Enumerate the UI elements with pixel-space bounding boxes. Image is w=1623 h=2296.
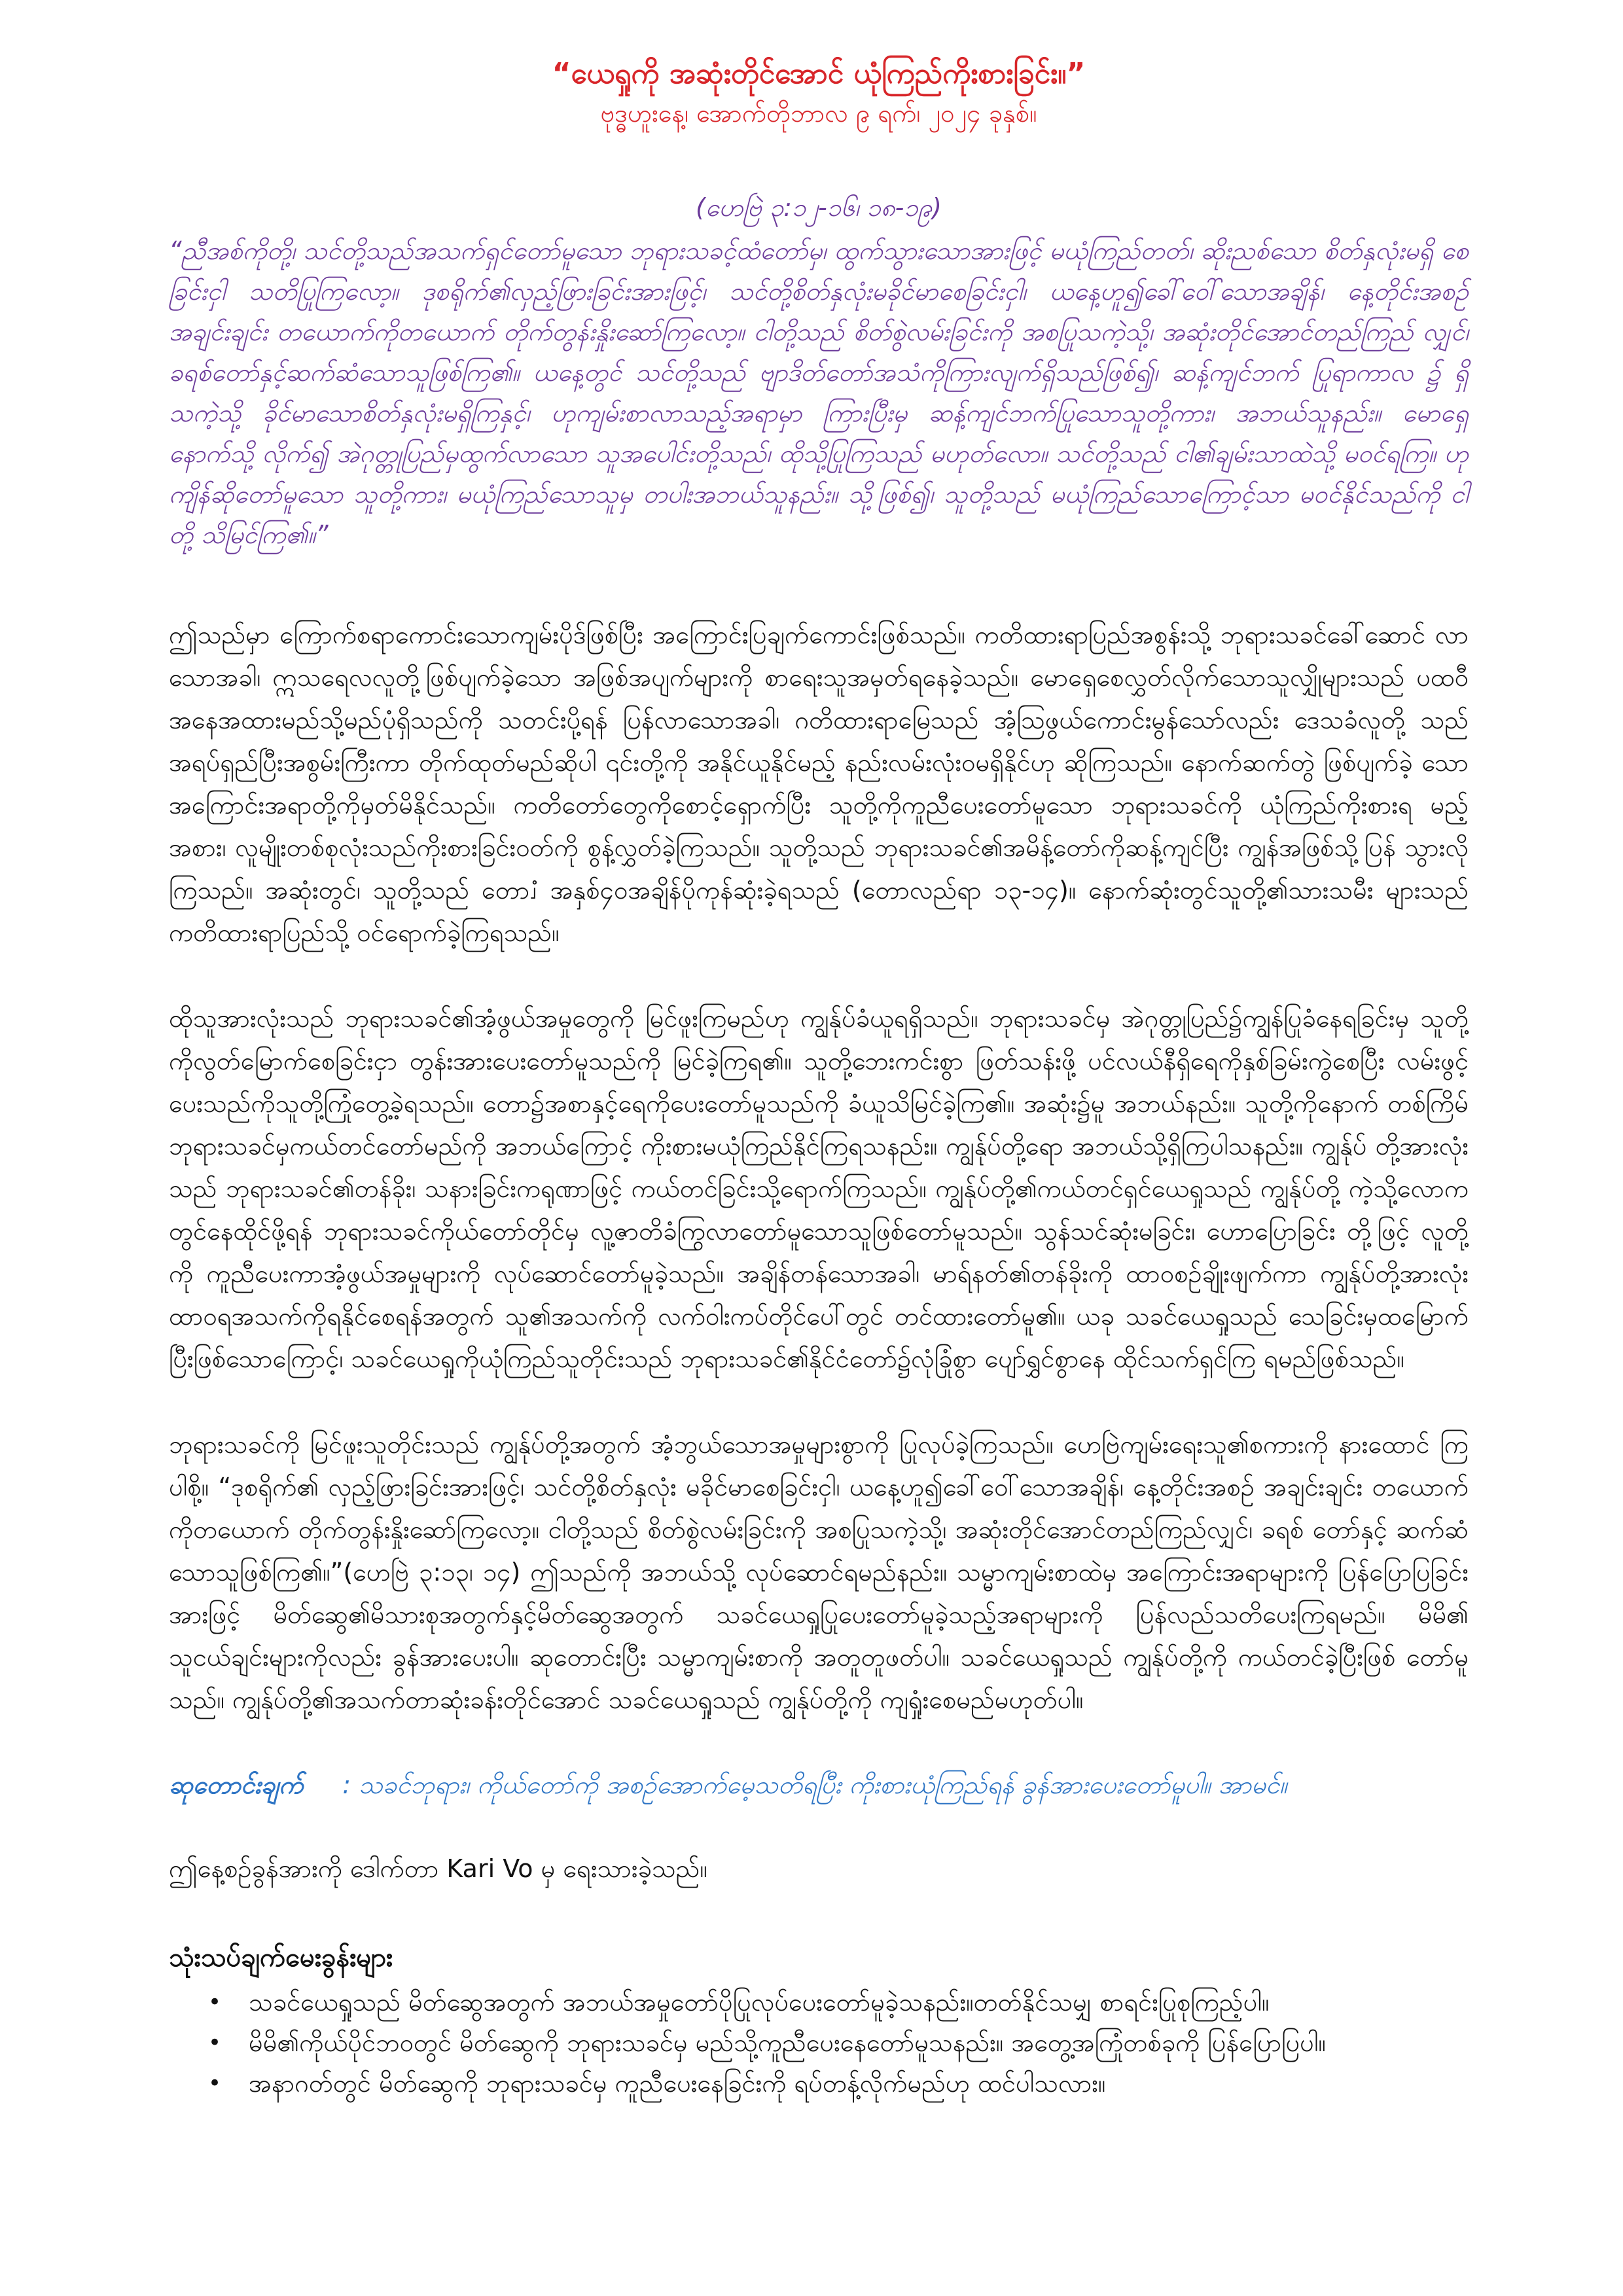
prayer-section	[169, 1765, 1469, 1805]
list-item	[208, 1982, 1469, 2022]
author-credit: ဤနေ့စဉ်ခွန်အားကို ဒေါက်တာ Kari Vo မှ ရေးသားခဲ့သည်။	[169, 1854, 707, 1883]
scripture-reference: (ဟေဗြဲ ၃:၁၂-၁၆၊ ၁၈-၁၉)	[696, 193, 942, 222]
prayer-label: ဆုတောင်းချက်	[169, 1770, 304, 1799]
scripture-passage: “ညီအစ်ကိုတို့၊ သင်တို့သည်အသက်ရှင်တော်မူသော ဘုရားသခင့်ထံတော်မှ၊ ထွက်သွားသောအားဖြင့် မယုံကြည်တတ်၊ ဆိုးညစ်သော စိတ်နှလုံးမရှိ စေခြင်းငှါ သတိပြုကြလော့။ ဒုစရိုက်၏လှည့်ဖြားခြင်းအားဖြင့်၊ သင်တို့စိတ်နှလုံးမခိုင်မာစေခြင်းငှါ၊ ယနေ့ဟူ၍ခေါ်ဝေါ်သောအချိန်၊ နေ့တိုင်းအစဉ် အချင်းချင်း တယောက်ကိုတယောက် တိုက်တွန်းနှိုးဆော်ကြလော့။ ငါတို့သည် စိတ်စွဲလမ်းခြင်းကို အစပြုသကဲ့သို့၊ အဆုံးတိုင်အောင်တည်ကြည် လျှင်၊ ခရစ်တော်နှင့်ဆက်ဆံသောသူဖြစ်ကြ၏။ ယနေ့တွင် သင်တို့သည် ဗျာဒိတ်တော်အသံကိုကြားလျက်ရှိသည်ဖြစ်၍၊ ဆန့်ကျင်ဘက် ပြုရာကာလ ၌ ရှိသကဲ့သို့ ခိုင်မာသောစိတ်နှလုံးမရှိကြနှင့်၊ ဟုကျမ်းစာလာသည့်အရာမှာ ကြားပြီးမှ ဆန့်ကျင်ဘက်ပြုသောသူတို့ကား၊ အဘယ်သူနည်း။ မောရှေ နောက်သို့ လိုက်၍ အဲဂုတ္တုပြည်မှထွက်လာသော သူအပေါင်းတို့သည်၊ ထိုသို့ပြုကြသည် မဟုတ်လော။ သင်တို့သည် ငါ၏ချမ်းသာထဲသို့ မဝင်ရကြ။ ဟုကျိန်ဆိုတော်မူသော သူတို့ကား၊ မယုံကြည်သောသူမှ တပါးအဘယ်သူနည်း။ သို့ဖြစ်၍၊ သူတို့သည် မယုံကြည်သောကြောင့်သာ မဝင်နိုင်သည်ကို ငါတို့ သိမြင်ကြ၏။”	[169, 236, 1469, 549]
list-item	[208, 2022, 1469, 2063]
body-paragraph-1: ဤသည်မှာ ကြောက်စရာကောင်းသောကျမ်းပိုဒ်ဖြစ်ပြီး အကြောင်းပြချက်ကောင်းဖြစ်သည်။ ကတိထားရာပြည်အစွန်းသို့ ဘုရားသခင်ခေါ်ဆောင် လာသောအခါ၊ ဣသရေလလူတို့ဖြစ်ပျက်ခဲ့သော အဖြစ်အပျက်များကို စာရေးသူအမှတ်ရနေခဲ့သည်။ မောရှေစေလွှတ်လိုက်သောသူလျှိုများသည် ပထဝီအနေအထားမည်သို့မည်ပုံရှိသည်ကို သတင်းပို့ရန် ပြန်လာသောအခါ၊ ဂတိထားရာမြေသည် အံ့ဩဖွယ်ကောင်းမွန်သော်လည်း ဒေသခံလူတို့ သည် အရပ်ရှည်ပြီးအစွမ်းကြီးကာ တိုက်ထုတ်မည်ဆိုပါ ၎င်းတို့ကို အနိုင်ယူနိုင်မည့် နည်းလမ်းလုံးဝမရှိနိုင်ဟု ဆိုကြသည်။ နောက်ဆက်တွဲ ဖြစ်ပျက်ခဲ့ သောအကြောင်းအရာတို့ကိုမှတ်မိနိုင်သည်။ ကတိတော်တွေကိုစောင့်ရှောက်ပြီး သူတို့ကိုကူညီပေးတော်မူသော ဘုရားသခင်ကို ယုံကြည်ကိုးစားရ မည့်အစား၊ လူမျိုးတစ်စုလုံးသည်ကိုးစားခြင်းဝတ်ကို စွန့်လွှတ်ခဲ့ကြသည်။ သူတို့သည် ဘုရားသခင်၏အမိန့်တော်ကိုဆန့်ကျင်ပြီး ကျွန်အဖြစ်သို့ပြန် သွားလိုကြသည်။ အဆုံးတွင်၊ သူတို့သည် တောၨ အနှစ်၄၀အချိန်ပိုကုန်ဆုံးခဲ့ရသည် (တောလည်ရာ ၁၃-၁၄)။ နောက်ဆုံးတွင်သူတို့၏သားသမီး များသည် ကတိထားရာပြည်သို့ ဝင်ရောက်ခဲ့ကြရသည်။	[169, 620, 1469, 947]
reflection-questions-list	[169, 1982, 1469, 2104]
bullet-icon: •	[208, 1989, 222, 2015]
reflection-questions-heading: သုံးသပ်ချက်မေးခွန်းများ	[169, 1943, 393, 1973]
devotional-date: ဗုဒ္ဓဟူးနေ့၊ အောက်တိုဘာလ ၉ ရက်၊ ၂၀၂၄ ခုနှစ်။	[600, 99, 1037, 128]
reflection-question-2: မိမိ၏ကိုယ်ပိုင်ဘဝတွင် မိတ်ဆွေကို ဘုရားသခင်မှ မည်သို့ကူညီပေးနေတော်မူသနည်း။ အတွေ့အကြုံတစ်ခုကို ပြန်ပြောပြပါ။	[249, 2028, 1326, 2057]
devotional-title: “ယေရှုကို အဆုံးတိုင်အောင် ယုံကြည်ကိုးစားခြင်း။”	[552, 57, 1086, 90]
reflection-question-1: သခင်ယေရှုသည် မိတ်ဆွေအတွက် အဘယ်အမှုတော်ပိုပြုလုပ်ပေးတော်မူခဲ့သနည်း။တတ်နိုင်သမျှ စာရင်းပြုစုကြည့်ပါ။	[249, 1988, 1270, 2017]
list-item	[208, 2063, 1469, 2104]
body-paragraph-3: ဘုရားသခင်ကို မြင်ဖူးသူတိုင်းသည် ကျွန်ုပ်တို့အတွက် အံ့ဘွယ်သောအမှုများစွာကို ပြုလုပ်ခဲ့ကြသည်။ ဟေဗြဲကျမ်းရေးသူ၏စကားကို နားထောင် ကြပါစို့။ “ဒုစရိုက်၏ လှည့်ဖြားခြင်းအားဖြင့်၊ သင်တို့စိတ်နှလုံး မခိုင်မာစေခြင်းငှါ၊ ယနေ့ဟူ၍ခေါ်ဝေါ်သောအချိန်၊ နေ့တိုင်းအစဉ် အချင်းချင်း တယောက်ကိုတယောက် တိုက်တွန်းနှိုးဆော်ကြလော့။ ငါတို့သည် စိတ်စွဲလမ်းခြင်းကို အစပြုသကဲ့သို့၊ အဆုံးတိုင်အောင်တည်ကြည်လျှင်၊ ခရစ် တော်နှင့် ဆက်ဆံသောသူဖြစ်ကြ၏။”(ဟေဗြဲ ၃:၁၃၊ ၁၄) ဤသည်ကို အဘယ်သို့ လုပ်ဆောင်ရမည်နည်း။ သမ္မာကျမ်းစာထဲမှ အကြောင်းအရာများကို ပြန်ပြောပြခြင်းအားဖြင့် မိတ်ဆွေ၏မိသားစုအတွက်နှင့်မိတ်ဆွေအတွက် သခင်ယေရှုပြုပေးတော်မူခဲ့သည့်အရာများကို ပြန်လည်သတိပေးကြရမည်။ မိမိ၏ သူငယ်ချင်းများကိုလည်း ခွန်အားပေးပါ။ ဆုတောင်းပြီး သမ္မာကျမ်းစာကို အတူတူဖတ်ပါ။ သခင်ယေရှုသည် ကျွန်ုပ်တို့ကို ကယ်တင်ခဲ့ပြီးဖြစ် တော်မူသည်။ ကျွန်ုပ်တို့၏အသက်တာဆုံးခန်းတိုင်အောင် သခင်ယေရှုသည် ကျွန်ုပ်တို့ကို ကျရှုံးစေမည်မဟုတ်ပါ။	[169, 1430, 1469, 1714]
reflection-question-3: အနာဂတ်တွင် မိတ်ဆွေကို ဘုရားသခင်မှ ကူညီပေးနေခြင်းကို ရပ်တန့်လိုက်မည်ဟု ထင်ပါသလား။	[249, 2069, 1106, 2098]
prayer-text: : သခင်ဘုရား၊ ကိုယ်တော်ကို အစဉ်အောက်မေ့သတိရပြီး ကိုးစားယုံကြည်ရန် ခွန်အားပေးတော်မူပါ။ အာမင်။	[342, 1770, 1287, 1799]
bullet-icon: •	[208, 2030, 222, 2056]
bullet-icon: •	[208, 2070, 222, 2096]
body-paragraph-2: ထိုသူအားလုံးသည် ဘုရားသခင်၏အံ့ဖွယ်အမှုတွေကို မြင်ဖူးကြမည်ဟု ကျွန်ုပ်ခံယူရရှိသည်။ ဘုရားသခင်မှ အဲဂုတ္တုပြည်၌ကျွန်ပြုခံနေရခြင်းမှ သူတို့ကိုလွတ်မြောက်စေခြင်းငှာ တွန်းအားပေးတော်မူသည်ကို မြင်ခဲ့ကြရ၏။ သူတို့ဘေးကင်းစွာ ဖြတ်သန်းဖို့ ပင်လယ်နီရှိရေကိုနှစ်ခြမ်းကွဲစေပြီး လမ်းဖွင့်ပေးသည်ကိုသူတို့ကြုံတွေ့ခဲ့ရသည်။ တော၌အစာနှင့်ရေကိုပေးတော်မူသည်ကို ခံယူသိမြင်ခဲ့ကြ၏။ အဆုံး၌မူ အဘယ်နည်း။ သူတို့ကိုနောက် တစ်ကြိမ် ဘုရားသခင်မှကယ်တင်တော်မည်ကို အဘယ်ကြောင့် ကိုးစားမယုံကြည်နိုင်ကြရသနည်း။ ကျွန်ုပ်တို့ရော အဘယ်သို့ရှိကြပါသနည်း။ ကျွန်ုပ် တို့အားလုံးသည် ဘုရားသခင်၏တန်ခိုး၊ သနားခြင်းကရုဏာဖြင့် ကယ်တင်ခြင်းသို့ရောက်ကြသည်။ ကျွန်ုပ်တို့၏ကယ်တင်ရှင်ယေရှုသည် ကျွန်ုပ်တို့ ကဲ့သို့လောကတွင်နေထိုင်ဖို့ရန် ဘုရားသခင်ကိုယ်တော်တိုင်မှ လူ့ဇာတိခံကြွလာတော်မူသောသူဖြစ်တော်မူသည်။ သွန်သင်ဆုံးမခြင်း၊ ဟောပြောခြင်း တို့ဖြင့် လူတို့ကို ကူညီပေးကာအံ့ဖွယ်အမှုများကို လုပ်ဆောင်တော်မူခဲ့သည်။ အချိန်တန်သောအခါ၊ မာရ်နတ်၏တန်ခိုးကို ထာဝစဉ်ချိုးဖျက်ကာ ကျွန်ုပ်တို့အားလုံး ထာဝရအသက်ကိုရနိုင်စေရန်အတွက် သူ၏အသက်ကို လက်ဝါးကပ်တိုင်ပေါ်တွင် တင်ထားတော်မူ၏။ ယခု သခင်ယေရှုသည် သေခြင်းမှထမြောက်ပြီးဖြစ်သောကြောင့်၊ သခင်ယေရှုကိုယုံကြည်သူတိုင်းသည် ဘုရားသခင်၏နိုင်ငံတော်၌လုံခြုံစွာ ပျော်ရွှင်စွာနေ ထိုင်သက်ရှင်ကြ ရမည်ဖြစ်သည်။	[169, 1004, 1469, 1373]
